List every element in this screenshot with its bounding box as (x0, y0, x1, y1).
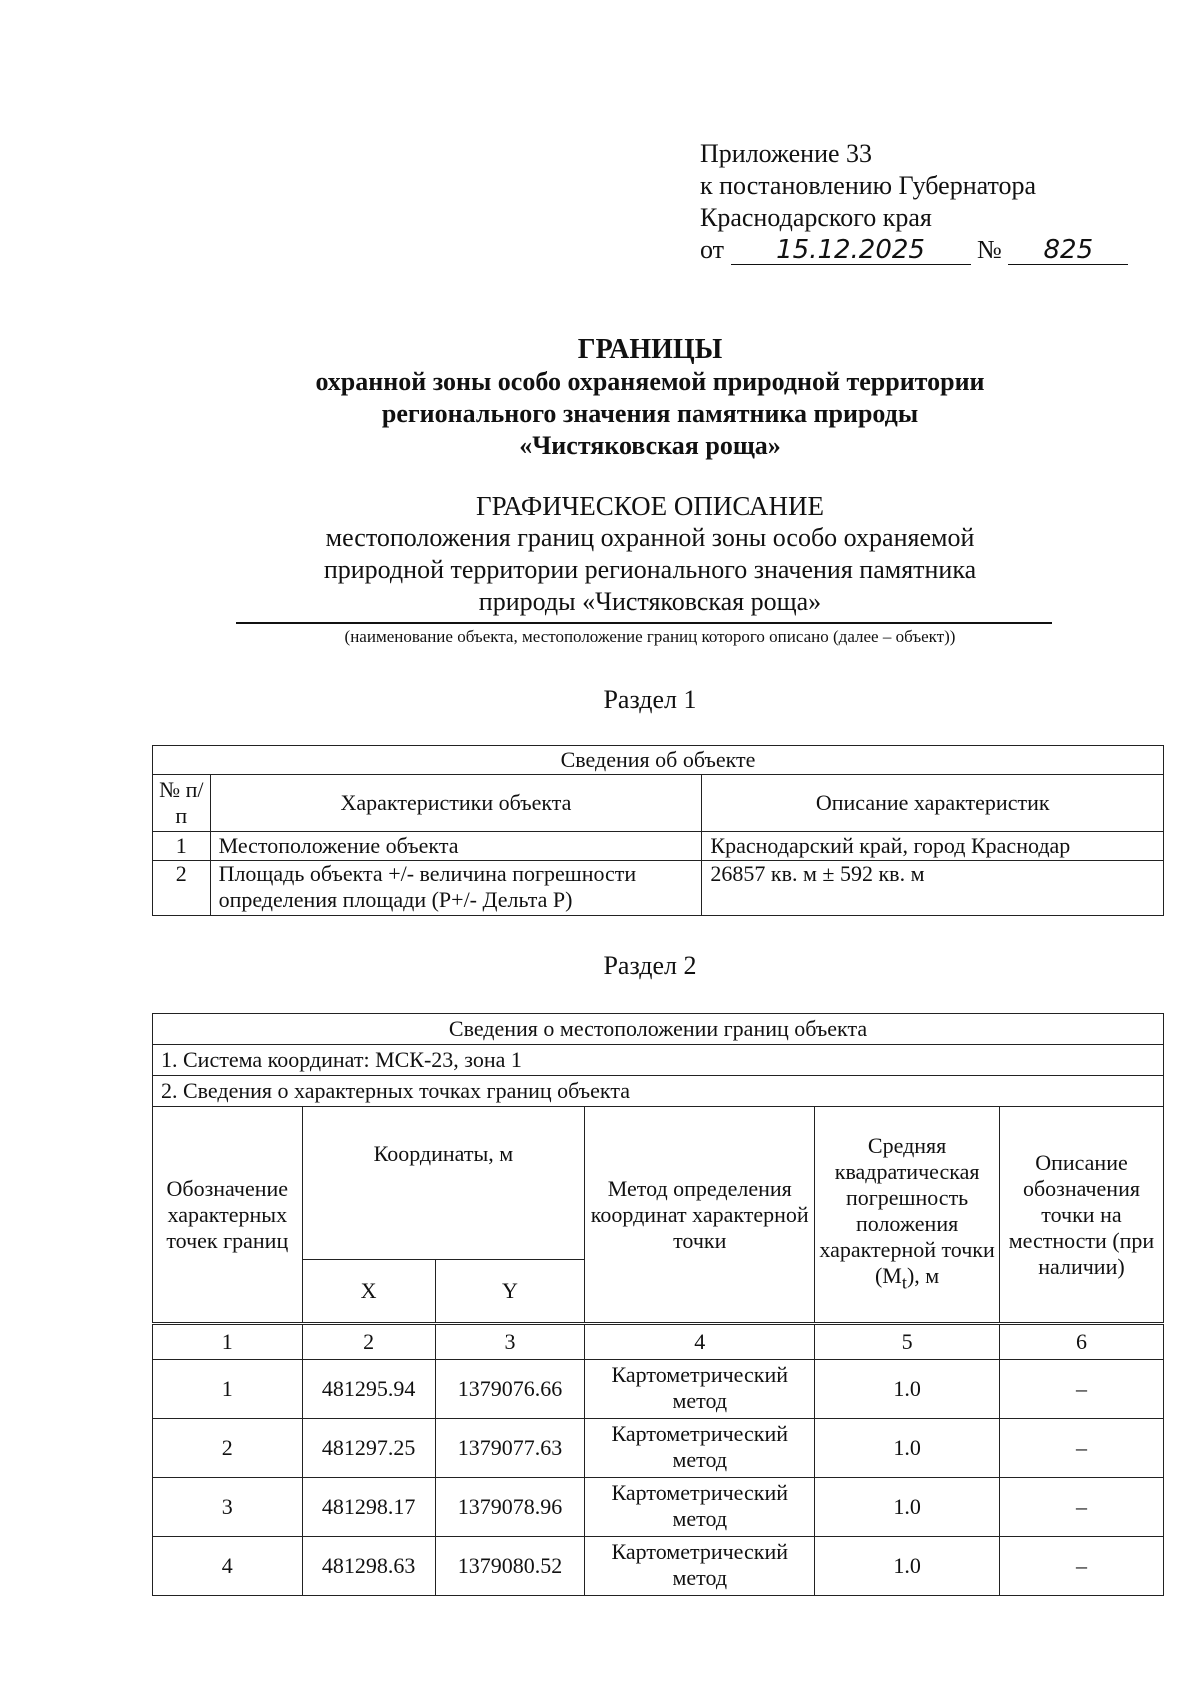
section-1-heading: Раздел 1 (603, 685, 697, 714)
graphic-line-4: природы «Чистяковская роща» (478, 587, 822, 616)
handwritten-date: 15.12.2025 (731, 236, 971, 265)
point-id: 2 (153, 1419, 303, 1478)
number-label: № (977, 235, 1002, 264)
from-label: от (700, 235, 725, 264)
coord-x: 481295.94 (302, 1360, 435, 1419)
table-row (153, 861, 1164, 916)
col-header-no: № п/п (153, 775, 211, 832)
row-characteristic: Местоположение объекта (210, 832, 702, 861)
header-mean-error-end: ), м (906, 1263, 940, 1289)
header-mean-error-sub: t (901, 1272, 907, 1293)
column-number: 5 (815, 1324, 1000, 1360)
header-mean-error (815, 1107, 1000, 1324)
mean-error: 1.0 (815, 1360, 1000, 1419)
main-title (140, 334, 1160, 462)
boundary-points-table (152, 1013, 1164, 1596)
graphic-line-2: местоположения границ охранной зоны особо охраняемой (325, 523, 975, 552)
point-description: – (999, 1537, 1163, 1596)
method: Картометрический метод (585, 1360, 815, 1419)
coord-y: 1379080.52 (435, 1537, 585, 1596)
row-characteristic: Площадь объекта +/- величина погрешности определения площади (P+/- Дельта P) (210, 861, 702, 916)
title-underline (236, 622, 1052, 624)
object-caption: (наименование объекта, местоположение границ которого описано (далее – объект)) (344, 627, 956, 646)
appendix-block (700, 138, 1128, 266)
table-row (153, 1537, 1164, 1596)
mean-error: 1.0 (815, 1419, 1000, 1478)
method: Картометрический метод (585, 1419, 815, 1478)
title-line-2: охранной зоны особо охраняемой природной территории (315, 367, 985, 396)
appendix-line-2: к постановлению Губернатора (700, 171, 1037, 200)
table-row (153, 832, 1164, 861)
method: Картометрический метод (585, 1478, 815, 1537)
header-point-description: Описание обозначения точки на местности (при наличии) (999, 1107, 1163, 1324)
object-info-table (152, 745, 1164, 916)
column-number: 1 (153, 1324, 303, 1360)
coord-x: 481298.63 (302, 1537, 435, 1596)
graphic-line-3: природной территории регионального значения памятника (323, 555, 977, 584)
header-point-designation: Обозначение характерных точек границ (153, 1107, 303, 1324)
coord-y: 1379077.63 (435, 1419, 585, 1478)
method: Картометрический метод (585, 1537, 815, 1596)
title-line-1: ГРАНИЦЫ (577, 334, 723, 365)
column-number: 3 (435, 1324, 585, 1360)
header-x: X (302, 1260, 435, 1324)
coordinate-system: 1. Система координат: МСК-23, зона 1 (153, 1045, 1164, 1076)
header-coordinates: Координаты, м (302, 1107, 585, 1260)
col-header-description: Описание характеристик (702, 775, 1164, 832)
point-description: – (999, 1360, 1163, 1419)
point-description: – (999, 1419, 1163, 1478)
column-number: 2 (302, 1324, 435, 1360)
point-id: 3 (153, 1478, 303, 1537)
row-no: 2 (153, 861, 211, 916)
coord-y: 1379078.96 (435, 1478, 585, 1537)
table-row (153, 1478, 1164, 1537)
col-header-characteristics: Характеристики объекта (210, 775, 702, 832)
appendix-line-1: Приложение 33 (700, 139, 873, 168)
handwritten-number: 825 (1008, 236, 1128, 265)
row-description: Краснодарский край, город Краснодар (702, 832, 1164, 861)
mean-error: 1.0 (815, 1478, 1000, 1537)
column-number: 4 (585, 1324, 815, 1360)
title-line-3: регионального значения памятника природы (381, 399, 919, 428)
mean-error: 1.0 (815, 1537, 1000, 1596)
point-description: – (999, 1478, 1163, 1537)
graphic-line-1: ГРАФИЧЕСКОЕ ОПИСАНИЕ (475, 491, 825, 521)
section-2-heading: Раздел 2 (603, 951, 697, 980)
row-description: 26857 кв. м ± 592 кв. м (702, 861, 1164, 916)
table-row (153, 1419, 1164, 1478)
coord-x: 481298.17 (302, 1478, 435, 1537)
header-mean-error-text: Средняя квадратическая погрешность положения характерной точки (M (819, 1133, 995, 1289)
object-info-title: Сведения об объекте (153, 746, 1164, 775)
point-id: 4 (153, 1537, 303, 1596)
header-y: Y (435, 1260, 585, 1324)
appendix-line-3: Краснодарского края (700, 203, 932, 232)
coord-x: 481297.25 (302, 1419, 435, 1478)
title-line-4: «Чистяковская роща» (519, 431, 781, 460)
row-no: 1 (153, 832, 211, 861)
header-method: Метод определения координат характерной точки (585, 1107, 815, 1324)
points-subtitle: 2. Сведения о характерных точках границ объекта (153, 1076, 1164, 1107)
column-number: 6 (999, 1324, 1163, 1360)
point-id: 1 (153, 1360, 303, 1419)
coord-y: 1379076.66 (435, 1360, 585, 1419)
table-row (153, 1360, 1164, 1419)
column-numbers-row (153, 1324, 1164, 1360)
appendix-date-line (700, 234, 1128, 266)
boundary-table-title: Сведения о местоположении границ объекта (153, 1014, 1164, 1045)
graphic-description (140, 490, 1160, 618)
